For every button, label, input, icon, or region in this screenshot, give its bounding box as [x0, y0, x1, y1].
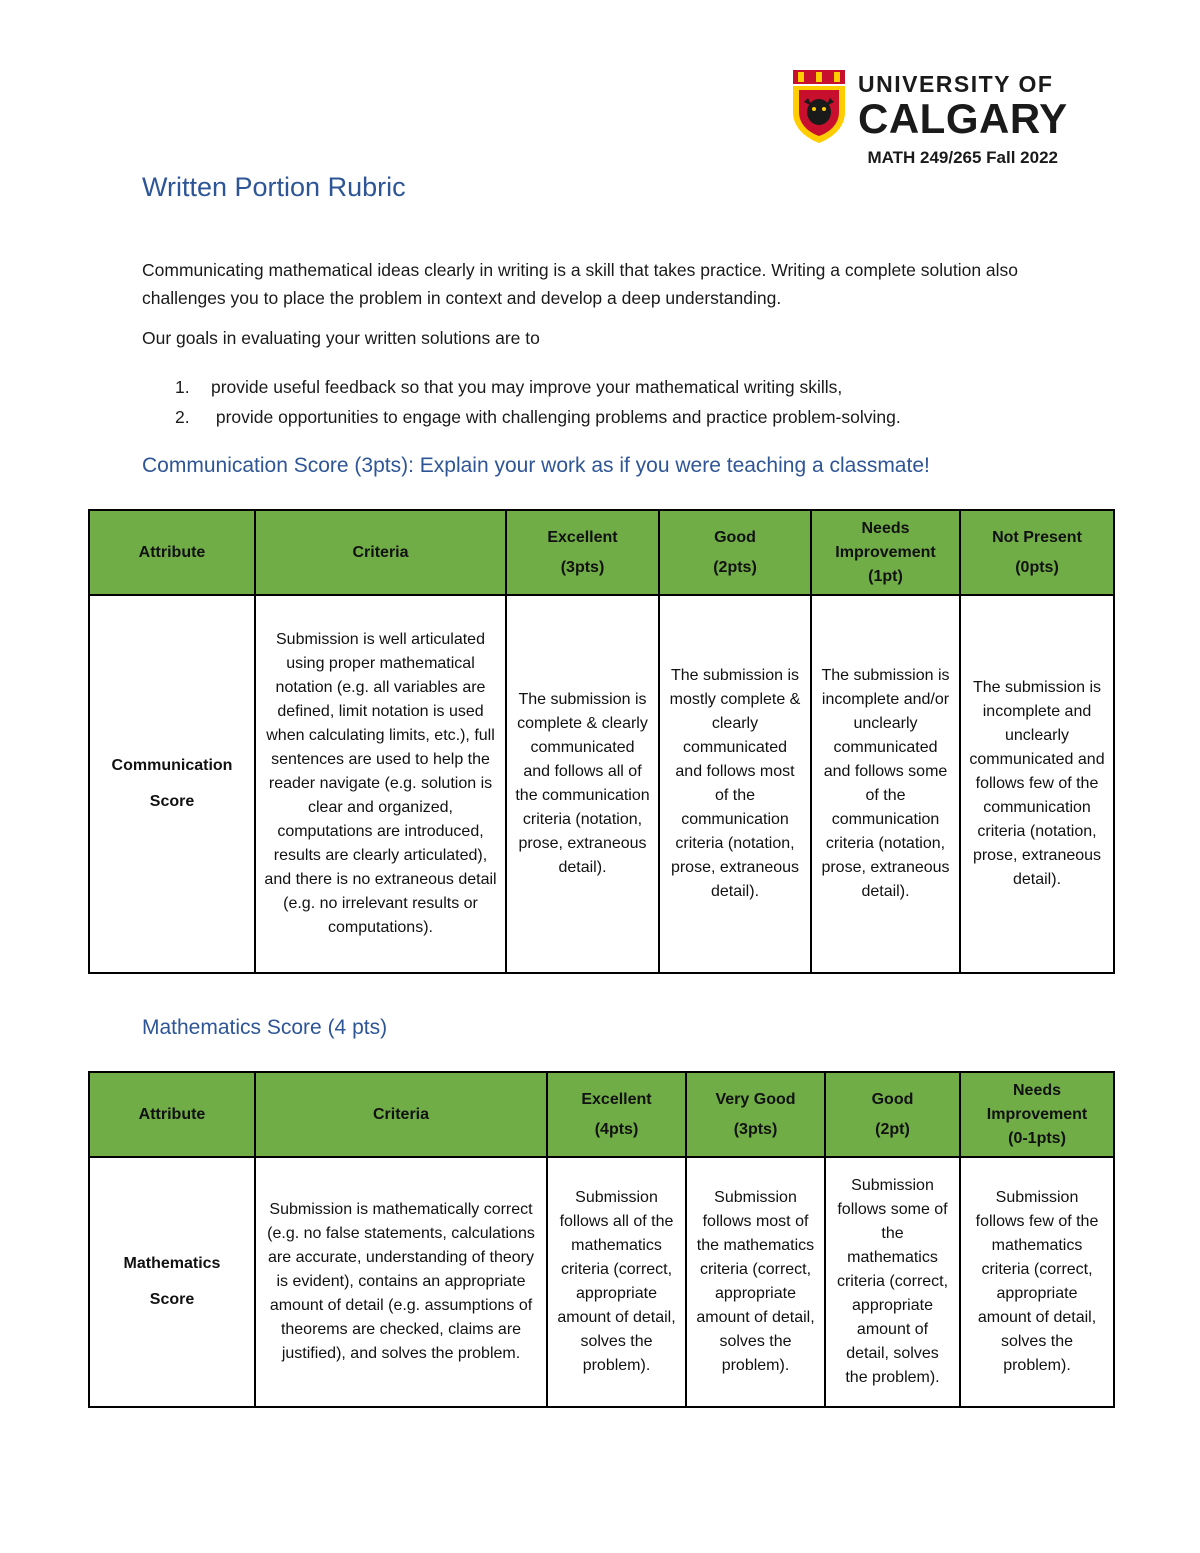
goal-number: 2.: [175, 407, 190, 427]
table-header-row: [89, 510, 1114, 595]
university-crest-icon: [790, 68, 848, 144]
criteria-cell: Submission is well articulated using proper mathematical notation (e.g. all variables are defined, limit notation is used when calculating limits, etc.), full sentences are used to help the reader navigate (e.g. solution is clear and organized, computations are introduced, results are clearly articulated), and there is no extraneous detail (e.g. no irrelevant results or computations).: [255, 595, 506, 973]
header-needs-improvement: Needs Improvement (0-1pts): [960, 1072, 1114, 1157]
goal-text: provide useful feedback so that you may improve your mathematical writing skills,: [211, 377, 843, 397]
header-good: Good (2pts): [659, 510, 811, 595]
header-needs-improvement: Needs Improvement (1pt): [811, 510, 960, 595]
university-logo: [790, 68, 1068, 144]
logo-wordmark: [858, 70, 1068, 142]
table-row: [89, 595, 1114, 973]
header-good: Good (2pt): [825, 1072, 960, 1157]
communication-rubric-table: [88, 509, 1115, 974]
excellent-cell: Submission follows all of the mathematics criteria (correct, appropriate amount of detail, solves the problem).: [547, 1157, 686, 1407]
good-cell: The submission is mostly complete & clearly communicated and follows most of the communication criteria (notation, prose, extraneous detail).: [659, 595, 811, 973]
good-cell: Submission follows some of the mathematics criteria (correct, appropriate amount of detail, solves the problem).: [825, 1157, 960, 1407]
mathematics-heading: Mathematics Score (4 pts): [142, 1016, 388, 1039]
header-attribute: Attribute: [89, 510, 255, 595]
intro-paragraph: Communicating mathematical ideas clearly in writing is a skill that takes practice. Writing a complete solution also challenges you to place the problem in context and develop a deep understanding.: [142, 260, 1019, 308]
not-present-cell: The submission is incomplete and unclearly communicated and follows few of the communication criteria (notation, prose, extraneous detail).: [960, 595, 1114, 973]
row-label: Mathematics Score: [89, 1157, 255, 1407]
goal-number: 1.: [175, 377, 190, 397]
header-criteria: Criteria: [255, 1072, 547, 1157]
communication-heading: Communication Score (3pts): Explain your work as if you were teaching a classmate!: [142, 454, 930, 477]
header-very-good: Very Good (3pts): [686, 1072, 825, 1157]
course-label: MATH 249/265 Fall 2022: [867, 148, 1058, 167]
logo-line-calgary: CALGARY: [858, 94, 1068, 142]
header-excellent: Excellent (3pts): [506, 510, 659, 595]
goal-item: [175, 372, 901, 402]
criteria-cell: Submission is mathematically correct (e.g. no false statements, calculations are accurate, understanding of theory is evident), contains an appropriate amount of detail (e.g. assumptions of theorems are checked, claims are justified), and solves the problem.: [255, 1157, 547, 1407]
excellent-cell: The submission is complete & clearly communicated and follows all of the communication criteria (notation, prose, extraneous detail).: [506, 595, 659, 973]
header-criteria: Criteria: [255, 510, 506, 595]
header-attribute: Attribute: [89, 1072, 255, 1157]
row-label: Communication Score: [89, 595, 255, 973]
goal-item: [175, 402, 901, 432]
needs-improvement-cell: Submission follows few of the mathematics criteria (correct, appropriate amount of detail, solves the problem).: [960, 1157, 1114, 1407]
table-row: [89, 1157, 1114, 1407]
goal-text: provide opportunities to engage with challenging problems and practice problem-solving.: [211, 407, 901, 427]
needs-improvement-cell: The submission is incomplete and/or unclearly communicated and follows some of the communication criteria (notation, prose, extraneous detail).: [811, 595, 960, 973]
header-excellent: Excellent (4pts): [547, 1072, 686, 1157]
very-good-cell: Submission follows most of the mathematics criteria (correct, appropriate amount of detail, solves the problem).: [686, 1157, 825, 1407]
goals-list: [175, 372, 901, 432]
table-header-row: [89, 1072, 1114, 1157]
header-not-present: Not Present (0pts): [960, 510, 1114, 595]
mathematics-rubric-table: [88, 1071, 1115, 1408]
goals-lead-text: Our goals in evaluating your written solutions are to: [142, 328, 540, 348]
logo-line-university-of: UNIVERSITY OF: [858, 70, 1054, 97]
page-title: Written Portion Rubric: [142, 172, 406, 202]
